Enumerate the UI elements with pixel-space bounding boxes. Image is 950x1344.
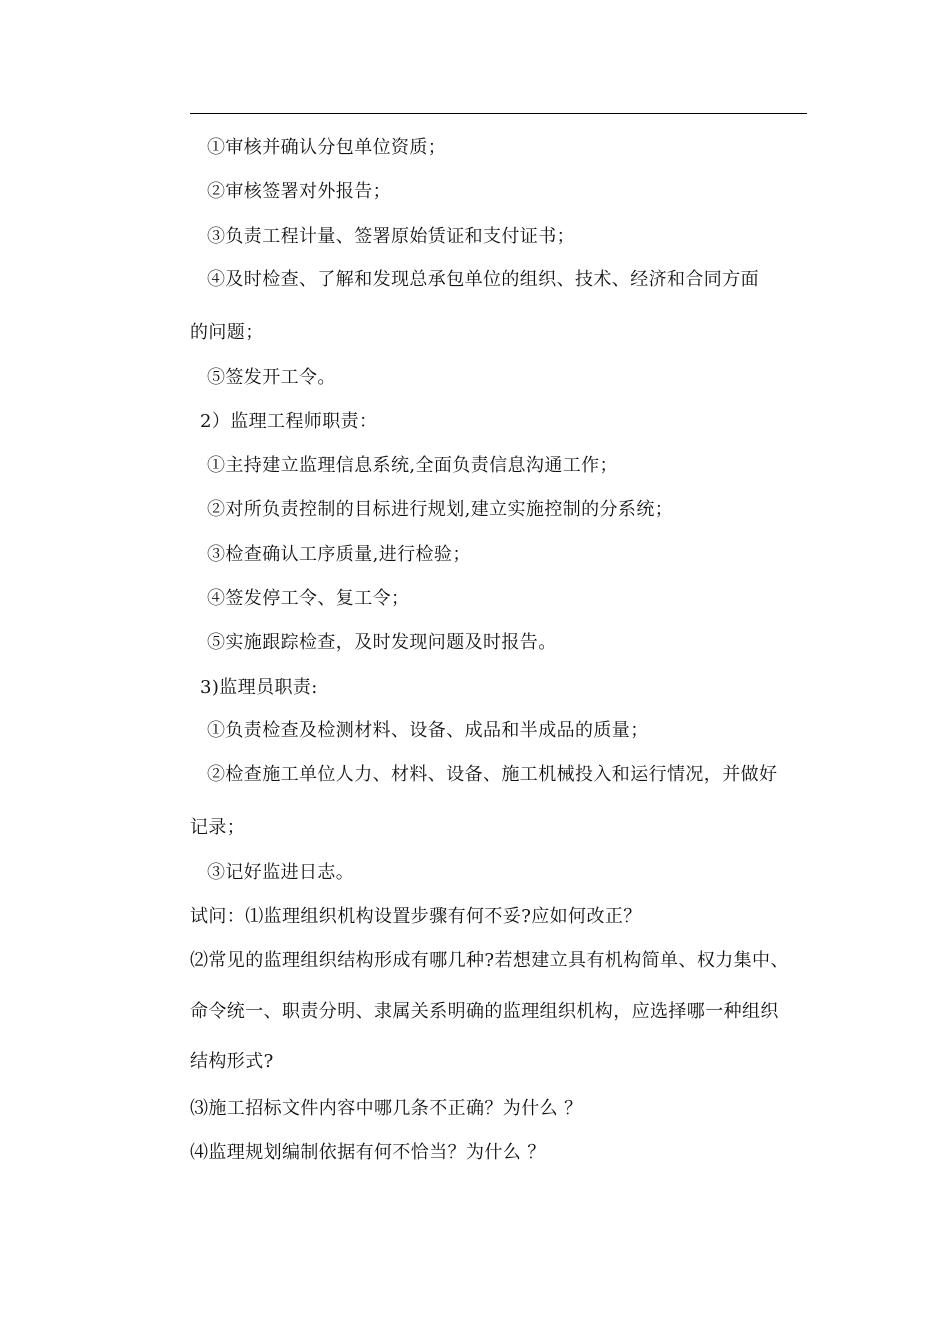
text-line: 记录； — [190, 817, 246, 838]
text-line: ⑤签发开工令。 — [207, 367, 336, 388]
text-line: ④签发停工令、复工令； — [207, 588, 410, 609]
question-line: ⑷监理规划编制依据有何不恰当？为什么 ？ — [190, 1142, 546, 1163]
section-heading: 3)监理员职责: — [200, 677, 318, 698]
question-line: 试问：⑴监理组织机构设置步骤有何不妥?应如何改正？ — [190, 906, 642, 927]
text-line: ②审核签署对外报告； — [207, 181, 391, 202]
text-line: 的问题； — [190, 322, 264, 343]
header-rule — [190, 113, 807, 114]
text-line: ②检查施工单位人力、材料、设备、施工机械投入和运行情况，并做好 — [207, 764, 778, 785]
text-line: ⑤实施跟踪检查，及时发现问题及时报告。 — [207, 632, 557, 653]
text-line: ③检查确认工序质量,进行检验； — [207, 544, 471, 565]
text-line: ①负责检查及检测材料、设备、成品和半成品的质量； — [207, 720, 649, 741]
section-heading: 2）监理工程师职责： — [200, 411, 378, 432]
question-line: 结构形式? — [190, 1051, 274, 1072]
text-line: ③负责工程计量、签署原始赁证和支付证书； — [207, 226, 575, 247]
question-line: ⑶施工招标文件内容中哪几条不正确？为什么 ？ — [190, 1098, 583, 1119]
text-line: ②对所负责控制的目标进行规划,建立实施控制的分系统； — [207, 499, 674, 520]
text-line: ④及时检查、了解和发现总承包单位的组织、技术、经济和合同方面 — [207, 269, 759, 290]
text-line: ③记好监进日志。 — [207, 862, 355, 883]
question-line: 命令统一、职责分明、隶属关系明确的监理组织机构，应选择哪一种组织 — [190, 1001, 779, 1022]
question-line: ⑵常见的监理组织结构形成有哪几种?若想建立具有机构简单、权力集中、 — [190, 950, 789, 971]
text-line: ①主持建立监理信息系统,全面负责信息沟通工作； — [207, 455, 618, 476]
text-line: ①审核并确认分包单位资质； — [207, 137, 447, 158]
